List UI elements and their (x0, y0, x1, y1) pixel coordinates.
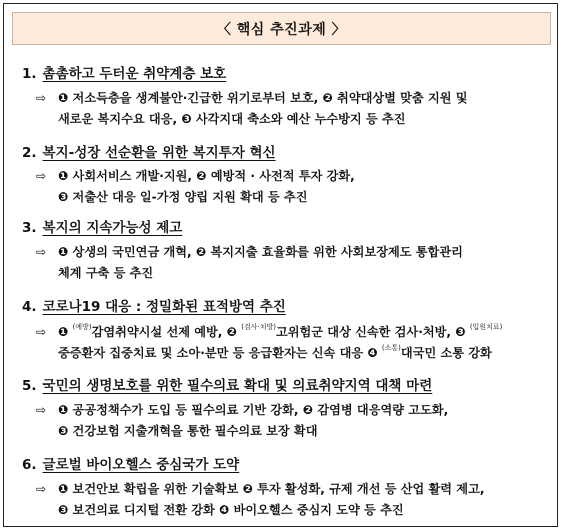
section-1-line-1 (36, 89, 468, 106)
section-4-line-1 (36, 322, 502, 340)
section-3-text-1: ❶ 상생의 국민연금 개혁, ❷ 복지지출 효율화를 위한 사회보장제도 통합관리 (58, 245, 463, 259)
section-6-title (22, 453, 239, 473)
section-3-number: 3. (22, 220, 37, 236)
section-4-line-2 (58, 343, 492, 361)
arrow-icon: ⇨ (36, 325, 47, 339)
section-3-heading: 복지의 지속가능성 제고 (42, 220, 183, 236)
arrow-icon: ⇨ (36, 482, 47, 496)
section-5-number: 5. (22, 378, 37, 394)
section-4-text-2b: 대국민 소통 강화 (400, 346, 492, 360)
section-4-text-2a: 중증환자 집중치료 및 소아·분만 등 응급환자는 신속 대응 ❹ (58, 346, 382, 360)
section-5-text-1: ❶ 공공정책수가 도입 등 필수의료 기반 강화, ❷ 감염병 대응역량 고도화, (58, 403, 449, 417)
section-5-heading: 국민의 생명보호를 위한 필수의료 확대 및 의료취약지역 대책 마련 (42, 378, 433, 394)
section-2-heading: 복지-성장 선순환을 위한 복지투자 혁신 (42, 145, 276, 161)
section-3-title (22, 216, 182, 236)
section-1-heading: 촘촘하고 두터운 취약계층 보호 (42, 66, 227, 82)
section-6-line-1 (36, 480, 484, 497)
section-2-text-1: ❶ 사회서비스 개발·지원, ❷ 예방적 · 사전적 투자 강화, (58, 169, 355, 183)
section-2-line-2 (58, 188, 307, 205)
section-5-line-2 (58, 422, 317, 439)
section-4-sup-3: (입원치료) (469, 323, 503, 331)
section-5-title (22, 374, 432, 394)
section-5-text-2: ❸ 건강보험 지출개혁을 통한 필수의료 보장 확대 (58, 424, 318, 438)
section-6-heading: 글로벌 바이오헬스 중심국가 도약 (42, 457, 240, 473)
section-3-line-1 (36, 243, 463, 260)
arrow-icon: ⇨ (36, 169, 47, 183)
section-4-sup-1: (예방) (72, 323, 92, 331)
header-title-box (12, 12, 551, 45)
section-6-number: 6. (22, 457, 37, 473)
section-2-text-2: ❸ 저출산 대응 일-가정 양립 지원 확대 등 추진 (58, 190, 308, 204)
section-2-line-1 (36, 167, 355, 184)
section-1-title (22, 62, 226, 82)
section-4-number: 4. (22, 299, 37, 315)
section-4-heading: 코로나19 대응 : 정밀화된 표적방역 추진 (42, 299, 286, 315)
section-6-text-1: ❶ 보건안보 확립을 위한 기술확보 ❷ 투자 활성화, 규제 개선 등 산업 활력 제고, (58, 482, 485, 496)
section-4-sup-2: (검사·처방) (241, 323, 276, 331)
section-6-text-2: ❸ 보건의료 디지털 전환 강화 ❹ 바이오헬스 중심지 도약 등 추진 (58, 503, 404, 517)
section-1-line-2 (58, 110, 405, 127)
section-3-line-2 (58, 264, 153, 281)
section-2-title (22, 141, 276, 161)
section-4-text-1a: ❶ (58, 325, 73, 339)
section-4-text-1b: 감염취약시설 선제 예방, ❷ (91, 325, 242, 339)
section-5-line-1 (36, 401, 448, 418)
section-1-number: 1. (22, 66, 37, 82)
section-4-sup-4: (소통) (381, 344, 401, 352)
section-6-line-2 (58, 501, 404, 518)
section-1-text-2: 새로운 복지수요 대응, ❸ 사각지대 축소와 예산 누수방지 등 추진 (58, 112, 406, 126)
header-title: 〈 핵심 추진과제 〉 (216, 21, 347, 38)
section-1-text-1: ❶ 저소득층을 생계불안·긴급한 위기로부터 보호, ❷ 취약대상별 맞춤 지원 및 (58, 91, 468, 105)
section-2-number: 2. (22, 145, 37, 161)
section-3-text-2: 체계 구축 등 추진 (58, 266, 154, 280)
arrow-icon: ⇨ (36, 403, 47, 417)
section-4-text-1c: 고위험군 대상 신속한 검사·처방, ❸ (275, 325, 470, 339)
arrow-icon: ⇨ (36, 245, 47, 259)
section-4-title (22, 295, 286, 315)
arrow-icon: ⇨ (36, 91, 47, 105)
